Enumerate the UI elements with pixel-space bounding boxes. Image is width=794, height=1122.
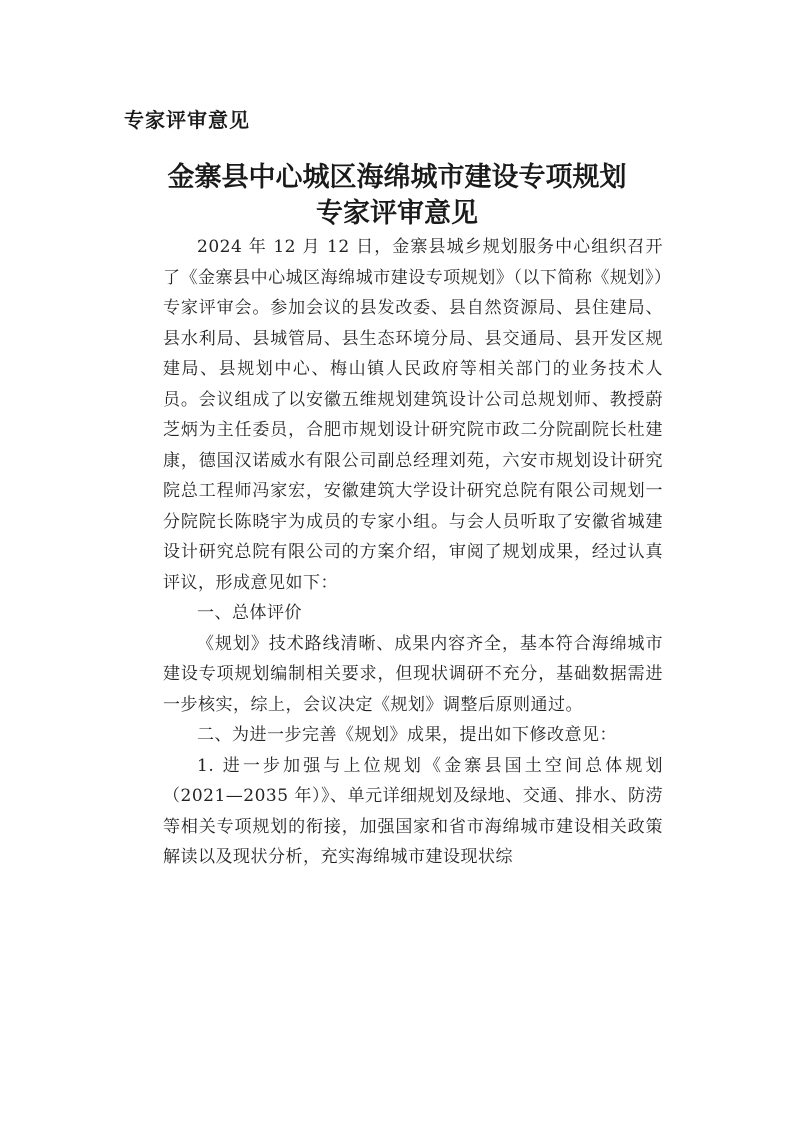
section-2-heading: 二、为进一步完善《规划》成果，提出如下修改意见：	[197, 725, 617, 745]
title-line-2: 专家评审意见	[316, 198, 478, 229]
section-1-heading: 一、总体评价	[197, 603, 302, 623]
title-line-1: 金寨县中心城区海绵城市建设专项规划	[167, 162, 627, 193]
intro-paragraph: 2024 年 12 月 12 日，金寨县城乡规划服务中心组织召开了《金寨县中心城区海绵城市建设专项规划》（以下简称《规划》）专家评审会。参加会议的县发改委、县自然资源局、县住建局、县水利局、县城管局、县生态环境分局、县交通局、县开发区规建局、县规划中心、梅山镇人民政府等相关部门的业务技术人员。会议组成了以安徽五维规划建筑设计公司总规划师、教授蔚芝炳为主任委员，合肥市规划设计研究院市政二分院副院长杜建康，德国汉诺威水有限公司副总经理刘苑，六安市规划设计研究院总工程师冯家宏，安徽建筑大学设计研究总院有限公司规划一分院院长陈晓宇为成员的专家小组。与会人员听取了安徽省城建设计研究总院有限公司的方案介绍，审阅了规划成果，经过认真评议，形成意见如下：	[163, 237, 663, 593]
document-body	[163, 232, 663, 873]
page-label: 专家评审意见	[124, 108, 250, 132]
section-2-item-1: 1. 进一步加强与上位规划《金寨县国土空间总体规划（2021—2035 年）》、单元详细规划及绿地、交通、排水、防涝等相关专项规划的衔接，加强国家和省市海绵城市建设相关政策解读以及现状分析，充实海绵城市建设现状综	[163, 755, 663, 867]
section-1-body: 《规划》技术路线清晰、成果内容齐全，基本符合海绵城市建设专项规划编制相关要求，但现状调研不充分，基础数据需进一步核实，综上，会议决定《规划》调整后原则通过。	[163, 633, 663, 715]
document-title	[160, 160, 634, 232]
